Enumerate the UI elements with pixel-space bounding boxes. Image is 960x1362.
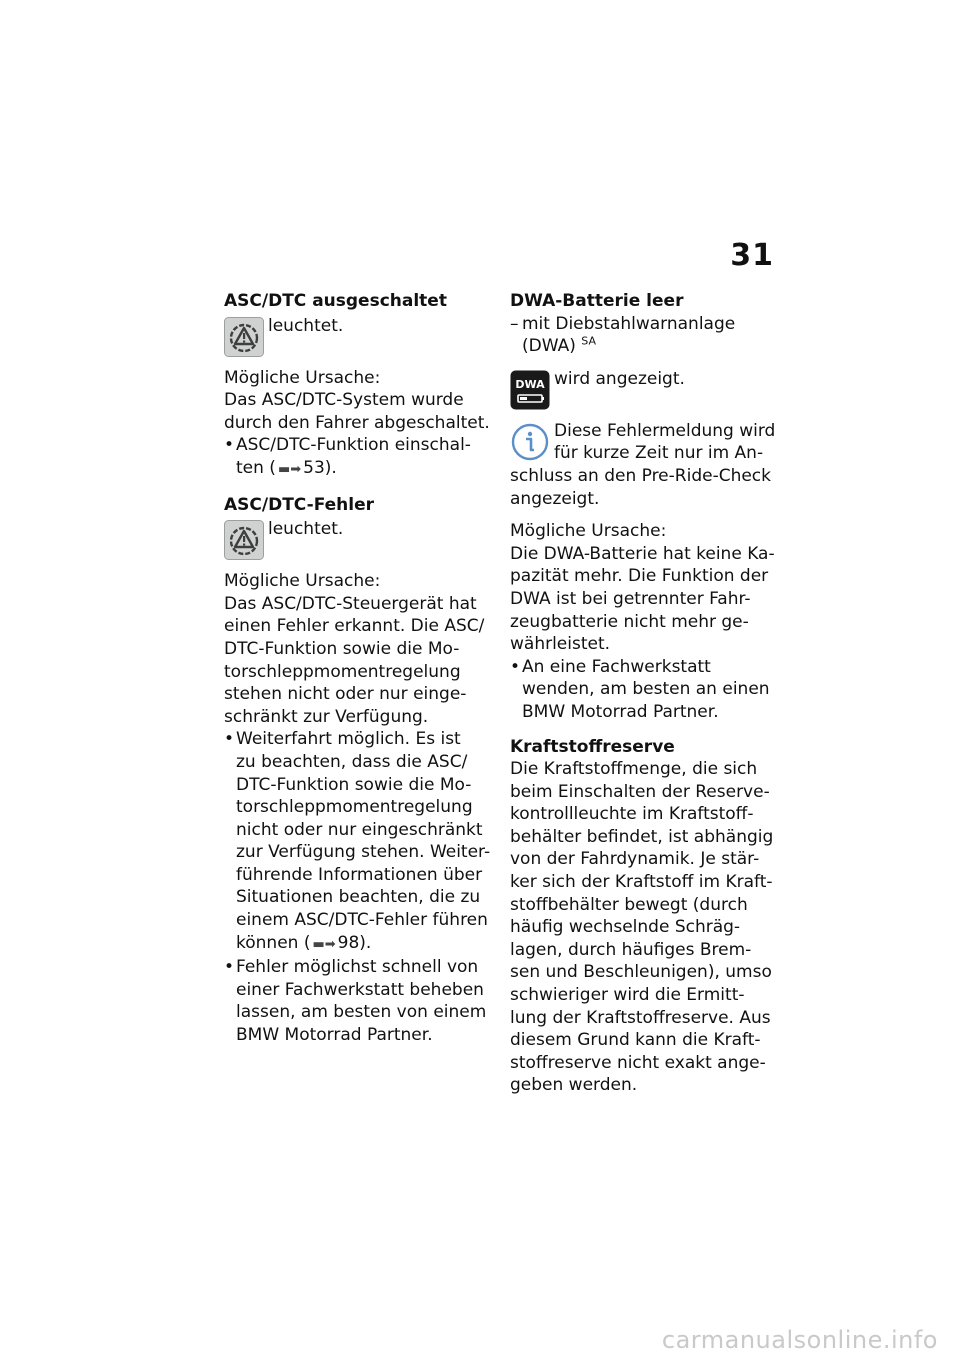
body-line: behälter befindet, ist abhängig — [510, 826, 774, 847]
bullet-line: Fehler möglichst schnell von — [236, 957, 479, 978]
asc-dtc-warning-icon — [224, 520, 264, 560]
section-heading-fuel-reserve: Kraftstoffreserve — [510, 736, 675, 757]
section-heading-dwa-battery: DWA-Batterie leer — [510, 291, 684, 311]
body-line: Die Kraftstoffmenge, die sich — [510, 759, 758, 780]
bullet-dot: • — [224, 729, 235, 750]
body-line: zeugbatterie nicht mehr ge- — [510, 611, 749, 632]
cause-label: Mögliche Ursache: — [510, 521, 667, 542]
bullet-line-ref: können ( ▬➡ 98). — [236, 932, 372, 953]
sa-superscript: SA — [581, 334, 596, 348]
bullet-line: einem ASC/DTC-Fehler führen — [236, 910, 488, 931]
bullet-line: lassen, am besten von einem — [236, 1002, 487, 1023]
body-line: von der Fahrdynamik. Je stär- — [510, 849, 760, 870]
dash-mark: – — [510, 313, 519, 334]
body-line: häufig wechselnde Schräg- — [510, 917, 741, 938]
bullet-item — [224, 956, 492, 1046]
bullet-line: einer Fachwerkstatt beheben — [236, 979, 484, 1000]
body-line: Das ASC/DTC-Steuergerät hat — [224, 593, 477, 614]
indicator-row — [224, 315, 492, 357]
bullet-line: nicht oder nur eingeschränkt — [236, 819, 483, 840]
dash-line: (DWA) $^{SA}$ — [522, 334, 596, 357]
body-line: durch den Fahrer abgeschaltet. — [224, 412, 490, 433]
bullet-line: torschleppmomentregelung — [236, 797, 473, 818]
body-line: beim Einschalten der Reserve- — [510, 781, 770, 802]
dash-item — [510, 313, 785, 358]
bullet-item — [224, 728, 492, 956]
body-line: ker sich der Kraftstoff im Kraft- — [510, 872, 773, 893]
page-ref-link[interactable]: 53). — [303, 457, 337, 478]
body-line: sen und Beschleunigen), umso — [510, 962, 772, 983]
body-line: schwieriger wird die Ermitt- — [510, 985, 745, 1006]
bullet-line: ASC/DTC-Funktion einschal- — [236, 435, 471, 456]
indicator-text: wird angezeigt. — [554, 368, 685, 389]
body-line: stoffreserve nicht exakt ange- — [510, 1052, 766, 1073]
body-line: geben werden. — [510, 1075, 638, 1096]
bullet-line: Weiterfahrt möglich. Es ist — [236, 729, 461, 750]
page-number: 31 — [730, 238, 774, 273]
section-heading-asc-dtc-error: ASC/DTC-Fehler — [224, 494, 375, 515]
bullet-dot: • — [510, 656, 521, 677]
watermark: carmanualsonline.info — [661, 1326, 938, 1354]
page-ref-arrow-icon[interactable]: ▬➡ — [277, 461, 302, 477]
body-line: kontrollleuchte im Kraftstoff- — [510, 804, 754, 825]
info-note — [510, 420, 785, 465]
info-line: schluss an den Pre-Ride-Check — [510, 465, 771, 486]
body-line: stehen nicht oder nur einge- — [224, 684, 467, 705]
body-line: währleistet. — [510, 634, 611, 655]
asc-dtc-warning-icon — [224, 317, 264, 357]
body-line: lung der Kraftstoffreserve. Aus — [510, 1007, 771, 1028]
bullet-item — [224, 434, 492, 481]
right-column — [510, 290, 785, 1097]
bullet-line: führende Informationen über — [236, 864, 483, 885]
body-line: DWA ist bei getrennter Fahr- — [510, 588, 751, 609]
bullet-line-ref: ten ( ▬➡ 53). — [236, 457, 337, 478]
bullet-item — [510, 656, 785, 724]
bullet-line: An eine Fachwerkstatt — [522, 656, 711, 677]
left-column — [224, 290, 492, 1047]
page-ref-arrow-icon[interactable]: ▬➡ — [312, 936, 336, 952]
cause-label: Mögliche Ursache: — [224, 571, 381, 592]
bullet-dot: • — [224, 435, 235, 456]
indicator-text: leuchtet. — [268, 519, 344, 540]
info-line: angezeigt. — [510, 488, 600, 509]
bullet-line: Situationen beachten, die zu — [236, 887, 481, 908]
dwa-battery-icon — [510, 370, 550, 410]
body-line: torschleppmomentregelung — [224, 661, 461, 682]
indicator-row — [510, 368, 785, 410]
info-icon — [510, 422, 550, 462]
body-line: schränkt zur Verfügung. — [224, 706, 429, 727]
body-line: diesem Grund kann die Kraft- — [510, 1030, 761, 1051]
indicator-text: leuchtet. — [268, 315, 344, 336]
body-line: stoffbehälter bewegt (durch — [510, 894, 748, 915]
bullet-line: DTC-Funktion sowie die Mo- — [236, 774, 472, 795]
indicator-row — [224, 518, 492, 560]
info-line: Diese Fehlermeldung wird — [554, 420, 776, 441]
dash-line: mit Diebstahlwarnanlage — [522, 313, 736, 334]
page-ref-link[interactable]: 98). — [337, 932, 372, 953]
body-line: pazität mehr. Die Funktion der — [510, 566, 769, 587]
bullet-line: BMW Motorrad Partner. — [236, 1025, 433, 1046]
cause-label: Mögliche Ursache: — [224, 367, 381, 388]
body-line: DTC-Funktion sowie die Mo- — [224, 638, 460, 659]
info-line: für kurze Zeit nur im An- — [554, 443, 764, 464]
bullet-line: BMW Motorrad Partner. — [522, 701, 719, 722]
bullet-line: zur Verfügung stehen. Weiter- — [236, 842, 491, 863]
bullet-line: wenden, am besten an einen — [522, 679, 770, 700]
section-heading-asc-dtc-off: ASC/DTC ausgeschaltet — [224, 291, 447, 311]
bullet-line: zu beachten, dass die ASC/ — [236, 751, 468, 772]
body-line: Das ASC/DTC-System wurde — [224, 390, 464, 411]
bullet-dot: • — [224, 957, 235, 978]
dwa-icon-label: DWA — [515, 377, 545, 391]
body-line: Die DWA-Batterie hat keine Ka- — [510, 543, 775, 564]
body-line: einen Fehler erkannt. Die ASC/ — [224, 616, 485, 637]
body-line: lagen, durch häufiges Brem- — [510, 939, 752, 960]
